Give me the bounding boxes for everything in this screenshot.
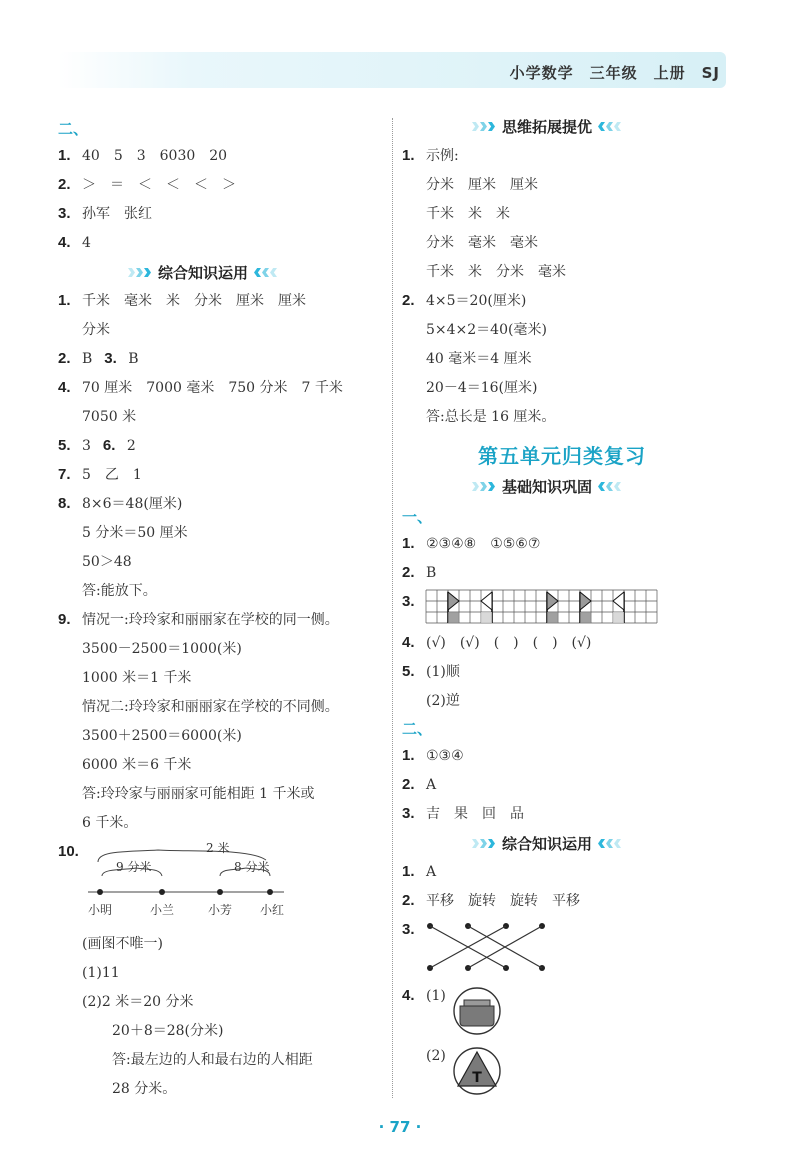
answer-line: 4. 4	[58, 234, 91, 251]
answer-line: 4. 70 厘米 7000 毫米 750 分米 7 千米	[58, 379, 343, 396]
answer-line: (2)	[426, 1048, 446, 1064]
answer-line: (2)逆	[426, 693, 460, 709]
banner-basic: 基础知识巩固	[466, 476, 628, 497]
diagram-right-seg: 8 分米	[234, 860, 270, 874]
answer-line: 千米 米 分米 毫米	[426, 264, 566, 280]
answer-line: 1000 米＝1 千米	[82, 670, 192, 686]
answer-line: 8. 8×6＝48(厘米)	[58, 495, 183, 512]
chevrons-right-icon	[472, 482, 496, 491]
banner-extension: 思维拓展提优	[466, 116, 628, 137]
answer-line: 20＋8＝28(分米)	[112, 1023, 224, 1039]
answer-line: 28 分米。	[112, 1081, 177, 1097]
answer-line: 2. B	[402, 564, 437, 581]
banner-comprehensive: 综合知识运用	[122, 262, 284, 283]
answer-line: 1. 40 5 3 6030 20	[58, 147, 228, 164]
answer-line: 1. 示例:	[402, 147, 459, 164]
banner-comprehensive-2: 综合知识运用	[466, 833, 628, 854]
answer-line: (2)2 米＝20 分米	[82, 994, 194, 1010]
answer-line: 分米 毫米 毫米	[426, 235, 538, 251]
chevrons-right-icon	[472, 122, 496, 131]
sign-figure-2	[452, 1046, 502, 1096]
page-number: · 77 ·	[378, 1118, 422, 1136]
section-title-2: 二、	[58, 120, 89, 138]
answer-line: 答:玲玲家与丽丽家可能相距 1 千米或	[82, 786, 315, 802]
answer-line: 5. 3 6. 2	[58, 437, 136, 454]
diagram-name: 小芳	[208, 903, 233, 917]
answer-line: 10.	[58, 843, 79, 860]
answer-line: 5×4×2＝40(毫米)	[426, 322, 547, 338]
answer-line: 5. (1)顺	[402, 663, 460, 680]
chevrons-right-icon	[128, 268, 152, 277]
diagram-name: 小明	[88, 903, 113, 917]
answer-line: 4. (1)	[402, 987, 446, 1004]
answer-line: 1. ②③④⑧ ①⑤⑥⑦	[402, 535, 541, 552]
answer-line: 1. 千米 毫米 米 分米 厘米 厘米	[58, 292, 306, 309]
flag-grid-figure	[426, 590, 658, 624]
answer-line: 分米 厘米 厘米	[426, 177, 538, 193]
unit-title: 第五单元归类复习	[478, 444, 646, 468]
diagram-left-seg: 9 分米	[116, 860, 152, 874]
answer-line: 6 千米。	[82, 815, 138, 831]
diagram-name: 小红	[260, 903, 285, 917]
section-title-1: 一、	[402, 508, 433, 526]
answer-line: 20－4＝16(厘米)	[426, 380, 538, 396]
answer-line: 答:最左边的人和最右边的人相距	[112, 1052, 313, 1068]
matching-lines-figure	[426, 922, 556, 974]
distance-diagram	[88, 838, 308, 918]
answer-line: 1. A	[402, 863, 437, 880]
chevrons-left-icon	[598, 122, 622, 131]
answer-line: (1)11	[82, 965, 120, 981]
answer-line: 3.	[402, 593, 415, 610]
chevrons-left-icon	[598, 839, 622, 848]
answer-line: 4. (√) (√) ( ) ( ) (√)	[402, 634, 592, 651]
sign-figure-1	[452, 986, 502, 1036]
answer-line: 2. B 3. B	[58, 350, 139, 367]
answer-line: 千米 米 米	[426, 206, 510, 222]
answer-line: (画图不唯一)	[82, 936, 163, 952]
answer-line: 3. 孙军 张红	[58, 205, 152, 222]
answer-line: 2. 4×5＝20(厘米)	[402, 292, 527, 309]
chevrons-left-icon	[254, 268, 278, 277]
answer-line: 2. A	[402, 776, 437, 793]
answer-line: 9. 情况一:玲玲家和丽丽家在学校的同一侧。	[58, 611, 339, 628]
answer-line: 5 分米＝50 厘米	[82, 525, 188, 541]
chevrons-left-icon	[598, 482, 622, 491]
section-title-2: 二、	[402, 720, 433, 738]
answer-line: 1. ①③④	[402, 747, 464, 764]
answer-line: 50＞48	[82, 554, 132, 570]
answer-line: 3. 吉 果 回 品	[402, 805, 524, 822]
answer-line: 情况二:玲玲家和丽丽家在学校的不同侧。	[82, 699, 339, 715]
chevrons-right-icon	[472, 839, 496, 848]
answer-line: 6000 米＝6 千米	[82, 757, 192, 773]
answer-line: 3.	[402, 921, 415, 938]
diagram-name: 小兰	[150, 903, 175, 917]
answer-line: 答:总长是 16 厘米。	[426, 409, 556, 425]
answer-line: 40 毫米＝4 厘米	[426, 351, 532, 367]
answer-line: 7. 5 乙 1	[58, 466, 142, 483]
sign-letter: T	[472, 1070, 482, 1086]
answer-line: 3500＋2500＝6000(米)	[82, 728, 242, 744]
answer-line: 答:能放下。	[82, 583, 157, 599]
answer-line: 7050 米	[82, 409, 137, 425]
answer-line: 3500－2500＝1000(米)	[82, 641, 242, 657]
answer-line: 分米	[82, 322, 110, 338]
header-text: 小学数学 三年级 上册 SJ	[509, 64, 720, 82]
column-divider	[392, 118, 393, 1098]
answer-line: 2. ＞ ＝ ＜ ＜ ＜ ＞	[58, 176, 236, 193]
answer-line: 2. 平移 旋转 旋转 平移	[402, 892, 580, 909]
diagram-top-label: 2 米	[206, 841, 230, 855]
